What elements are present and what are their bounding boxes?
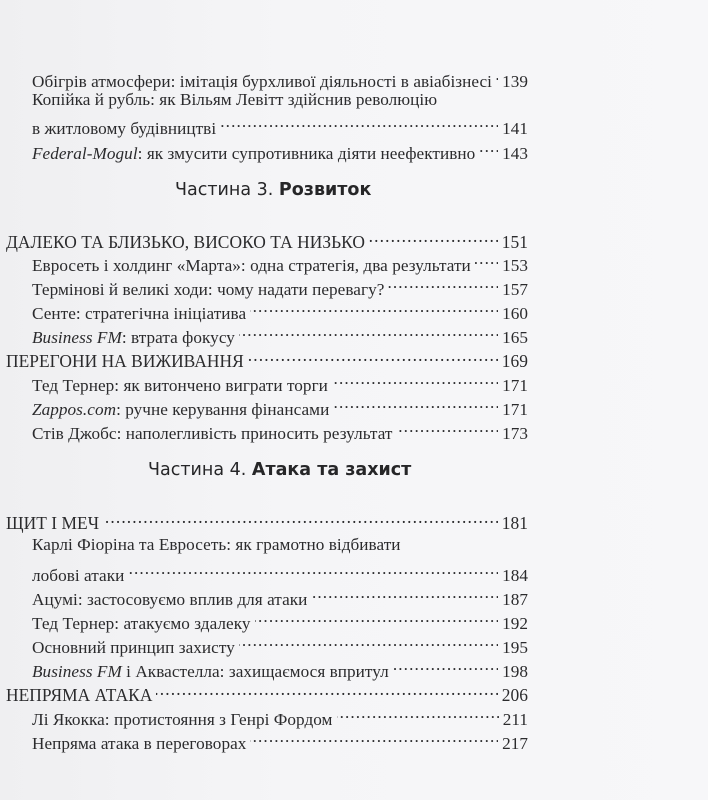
dot-leader [250,725,498,749]
dot-leader [255,605,499,629]
toc-entry-title-italic: Federal-Mogul [32,144,138,163]
part-label: Частина 4. [148,460,247,480]
toc-entry [32,271,528,299]
dot-leader [388,271,498,295]
toc-section [6,343,528,371]
toc-entry [32,701,528,729]
toc-entry [32,319,528,347]
toc-entry [32,63,528,91]
toc-entry [32,725,528,753]
toc-page-number: 153 [502,256,528,275]
toc-entry-title: Основний принцип захисту [32,638,235,657]
toc-entry-title-italic: Business FM [32,328,122,347]
toc-page-number: 211 [502,710,528,729]
dot-leader [311,581,498,605]
dot-leader [239,319,498,343]
dot-leader [248,343,498,367]
toc-entry-title: Тед Тернер: як витончено виграти торги [32,376,328,395]
toc-page-number: 171 [502,376,528,395]
toc-page-number: 206 [501,685,528,705]
toc-entry-title: Копійка й рубль: як Вільям Левітт здійснив революцію [32,90,438,109]
toc-entry [32,629,528,657]
toc-entry-title: Непряма атака в переговорах [32,734,247,753]
toc-entry-title: Стів Джобс: наполегливість приносить результат [32,424,393,443]
dot-leader [475,247,498,271]
dot-leader [479,135,498,159]
toc-page-number: 141 [502,119,528,138]
toc-page-number: 151 [501,232,528,252]
toc-page-number: 195 [502,638,528,657]
toc-entry-title-italic: Business FM [32,662,122,681]
toc-entry [32,295,528,323]
dot-leader [333,391,498,415]
toc-entry-title: в житловому будівництві [32,119,217,138]
toc-section-title: НЕПРЯМА АТАКА [6,685,153,705]
toc-entry [32,557,528,585]
toc-page-number: 157 [502,280,528,299]
dot-leader [156,677,497,701]
toc-entry [32,415,528,443]
toc-entry-title: Обігрів атмосфери: імітація бурхливої діяльності в авіабізнесі [32,72,492,91]
toc-page-number: 187 [502,590,528,609]
toc-entry [32,367,528,395]
dot-leader [250,295,498,319]
dot-leader [337,701,499,725]
dot-leader [496,63,498,87]
part-heading [148,457,411,483]
toc-entry-title-rest: і Аквастелла: захищаємося впритул [121,662,389,681]
toc-entry-title: Евросеть і холдинг «Марта»: одна стратегія, два результати [32,256,471,275]
toc-entry-title: Ацумі: застосовуємо вплив для атаки [32,590,308,609]
toc-entry-line1 [32,533,528,557]
toc-entry-title: Лі Якокка: протистояння з Генрі Фордом [32,710,333,729]
toc-entry [32,653,528,681]
toc-entry-title: лобові атаки [32,566,125,585]
toc-entry [32,247,528,275]
toc-entry-title-italic: Zappos.com [32,400,117,419]
toc-section [6,677,528,705]
toc-entry-title-rest: : як змусити супротивника діяти неефективно [137,144,476,163]
toc-page-number: 217 [502,734,528,753]
dot-leader [397,415,499,439]
toc-page-number: 165 [502,328,528,347]
toc-entry-title-rest: : втрата фокусу [121,328,235,347]
toc-page-number: 181 [501,513,528,533]
toc-entry [32,581,528,609]
toc-section [6,224,528,252]
dot-leader [220,110,498,134]
toc-page-number: 173 [502,424,528,443]
toc-page-number: 139 [502,72,528,91]
part-label: Частина 3. [175,180,274,200]
toc-entry-title: Термінові й великі ходи: чому надати перевагу? [32,280,385,299]
toc-entry-title-rest: : ручне керування фінансами [116,400,330,419]
toc-section-title: ПЕРЕГОНИ НА ВИЖИВАННЯ [6,351,244,371]
dot-leader [103,505,498,529]
toc-page-number: 171 [502,400,528,419]
toc-page-number: 160 [502,304,528,323]
toc-entry-title: Карлі Фіоріна та Евросеть: як грамотно відбивати [32,535,401,554]
dot-leader [393,653,498,677]
toc-page-number: 198 [502,662,528,681]
toc-section-title: ЩИТ І МЕЧ [6,513,100,533]
toc-section-title: ДАЛЕКО ТА БЛИЗЬКО, ВИСОКО ТА НИЗЬКО [6,232,365,252]
dot-leader [332,367,498,391]
toc-page-number: 143 [502,144,528,163]
dot-leader [128,557,498,581]
toc-entry-title: Сенте: стратегічна ініціатива [32,304,247,323]
part-name: Розвиток [278,180,372,200]
toc-entry [32,135,528,163]
toc-page-number: 169 [501,351,528,371]
dot-leader [369,224,498,248]
toc-entry [32,605,528,633]
toc-page-number: 184 [502,566,528,585]
toc-entry-line1 [32,88,528,112]
toc-entry [32,110,528,138]
part-heading [175,177,371,203]
toc-entry-title: Тед Тернер: атакуємо здалеку [32,614,251,633]
dot-leader [239,629,498,653]
toc-section [6,505,528,533]
toc-page-number: 192 [502,614,528,633]
toc-entry-title [32,142,475,166]
toc-entry [32,391,528,419]
part-name: Атака та захист [251,460,412,480]
